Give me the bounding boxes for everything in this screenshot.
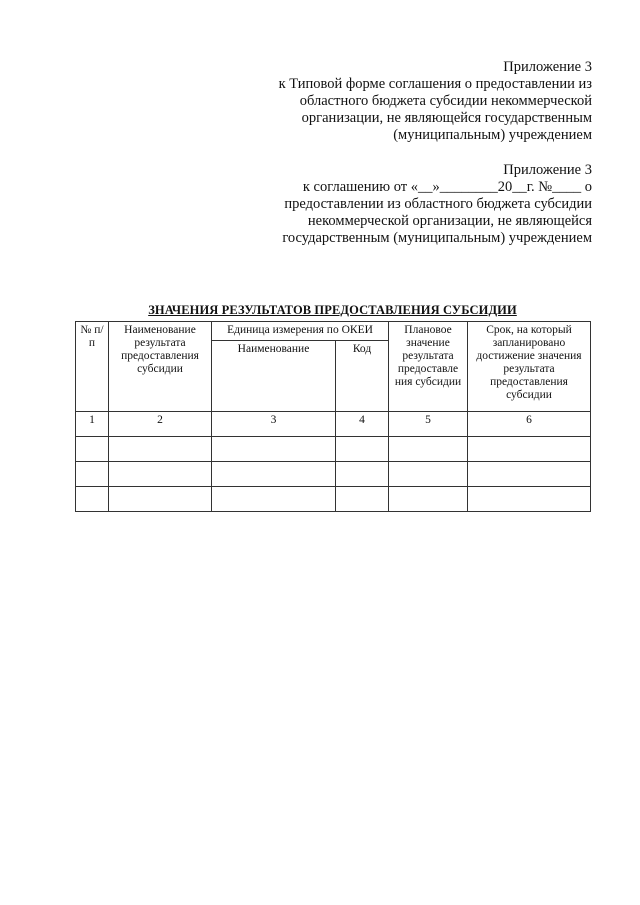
header-okei-code: Код	[336, 341, 389, 412]
annex-line: Приложение 3	[503, 162, 592, 178]
annex-line: к соглашению от «__»________20__г. №____ о	[302, 179, 592, 195]
table-cell	[468, 462, 591, 487]
header-result-name: Наименование результата предоставления субсидии	[109, 322, 212, 412]
column-number: 4	[336, 412, 389, 437]
table-cell	[76, 487, 109, 512]
table-cell	[468, 437, 591, 462]
header-planned-value: Плановое значение результата предоставле ния субсидии	[389, 322, 468, 412]
table-cell	[468, 487, 591, 512]
table-cell	[109, 462, 212, 487]
table-cell	[336, 437, 389, 462]
column-number: 6	[468, 412, 591, 437]
column-number: 2	[109, 412, 212, 437]
table-row	[76, 462, 591, 487]
annex-standard-form-note	[212, 59, 592, 144]
table-cell	[212, 487, 336, 512]
column-number: 1	[76, 412, 109, 437]
table-cell	[389, 462, 468, 487]
table-cell	[109, 487, 212, 512]
table-cell	[336, 487, 389, 512]
header-okei-name: Наименование	[212, 341, 336, 412]
table-cell	[109, 437, 212, 462]
annex-line: предоставлении из областного бюджета субсидии	[284, 196, 592, 212]
annex-line: государственным (муниципальным) учреждением	[282, 230, 592, 246]
table-cell	[336, 462, 389, 487]
annex-line: (муниципальным) учреждением	[393, 127, 592, 143]
table-row	[76, 437, 591, 462]
table-cell	[76, 462, 109, 487]
document-title: ЗНАЧЕНИЯ РЕЗУЛЬТАТОВ ПРЕДОСТАВЛЕНИЯ СУБСИДИИ	[148, 303, 517, 317]
table-cell	[212, 437, 336, 462]
annex-line: организации, не являющейся государственным	[301, 110, 592, 126]
annex-agreement-note	[212, 162, 592, 247]
table-cell	[76, 437, 109, 462]
column-number: 3	[212, 412, 336, 437]
column-number: 5	[389, 412, 468, 437]
header-okei-unit: Единица измерения по ОКЕИ	[212, 322, 389, 341]
annex-line: областного бюджета субсидии некоммерческой	[299, 93, 592, 109]
annex-line: некоммерческой организации, не являющейся	[307, 213, 592, 229]
table-cell	[389, 487, 468, 512]
table-header-row	[76, 322, 591, 341]
annex-line: Приложение 3	[503, 59, 592, 75]
annex-line: к Типовой форме соглашения о предоставлении из	[278, 76, 592, 92]
table-cell	[212, 462, 336, 487]
header-num: № п/п	[76, 322, 109, 412]
table-row	[76, 487, 591, 512]
results-table	[75, 321, 591, 512]
column-number-row	[76, 412, 591, 437]
table-cell	[389, 437, 468, 462]
header-deadline: Срок, на который запланировано достижение значения результата предоставления субсидии	[468, 322, 591, 412]
